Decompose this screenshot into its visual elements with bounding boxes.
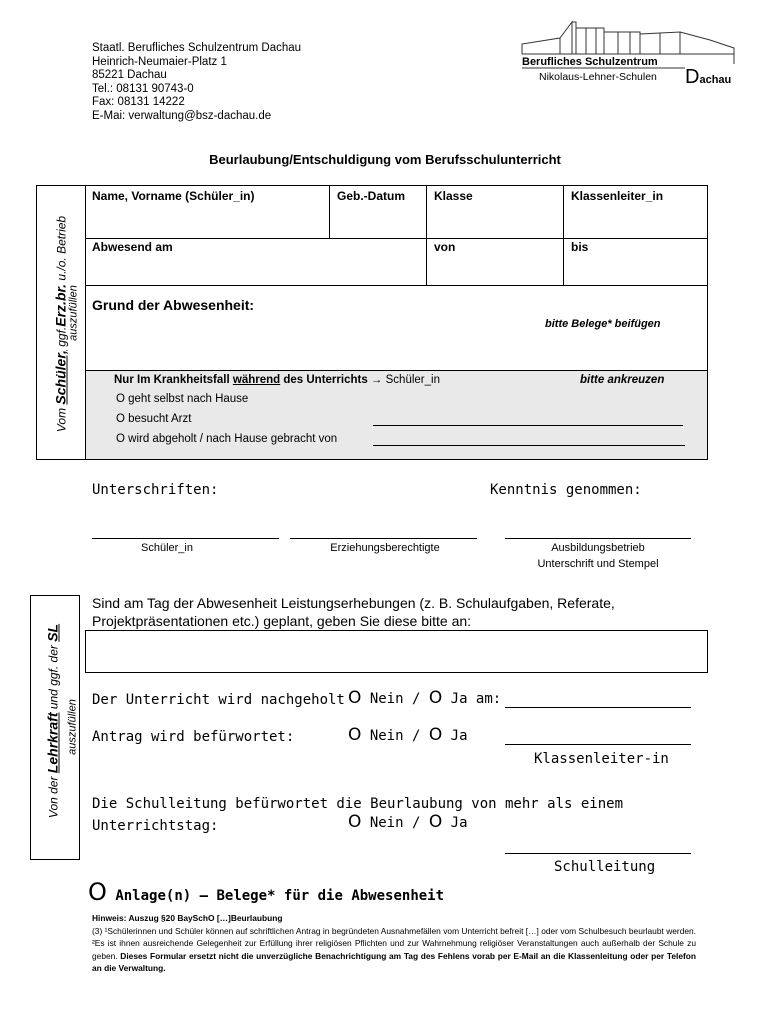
birthdate-field[interactable] (330, 205, 425, 237)
company-signature-caption: Ausbildungsbetrieb (551, 542, 645, 554)
address-line-email: E-Mai: verwaltung@bsz-dachau.de (92, 109, 272, 122)
approved-options: O Nein / O Ja (348, 725, 468, 745)
option-picked-up[interactable]: O wird abgeholt / nach Hause gebracht von (116, 433, 338, 445)
name-field[interactable] (86, 205, 328, 237)
class-field-label: Klasse (434, 189, 473, 203)
address-line-phone: Tel.: 08131 90743-0 (92, 82, 194, 95)
school-address (92, 42, 301, 124)
section2-side-label: Von der Lehrkraft und ggf. der SL auszufüllen (30, 595, 80, 860)
approved-yes-radio[interactable]: O (428, 725, 443, 745)
name-field-label: Name, Vorname (Schüler_in) (92, 189, 255, 203)
class-teacher-signature-line[interactable] (505, 744, 691, 745)
attach-receipts-note: bitte Belege* beifügen (545, 318, 661, 330)
until-label: bis (571, 240, 589, 254)
reason-label: Grund der Abwesenheit: (92, 297, 255, 313)
approved-no-radio[interactable]: O (348, 725, 362, 745)
company-signature-line[interactable] (505, 538, 691, 539)
until-field[interactable] (564, 255, 707, 284)
reason-field[interactable] (86, 332, 707, 369)
guardian-signature-caption: Erziehungsberechtigte (330, 542, 440, 554)
address-line-name: Staatl. Berufliches Schulzentrum Dachau (92, 42, 302, 54)
legal-note-title: Hinweis: Auszug §20 BaySchO […]Beurlaubung (92, 913, 283, 923)
makeup-question: Der Unterricht wird nachgeholt (92, 692, 345, 708)
option-sees-doctor[interactable]: O besucht Arzt (116, 413, 192, 425)
signatures-label: Unterschriften: (92, 482, 219, 498)
makeup-no-radio[interactable]: O (348, 688, 362, 708)
company-stamp-caption: Unterschrift und Stempel (537, 558, 659, 570)
address-line-city: 85221 Dachau (92, 69, 167, 82)
class-field[interactable] (427, 205, 562, 237)
principal-caption: Schulleitung (554, 859, 656, 875)
guardian-signature-line[interactable] (290, 538, 477, 539)
acknowledged-label: Kenntnis genommen: (490, 482, 642, 498)
from-field[interactable] (427, 255, 562, 284)
class-teacher-field[interactable] (564, 205, 707, 237)
student-signature-caption: Schüler_in (141, 542, 193, 554)
logo-text-dachau: Dachau (685, 66, 732, 88)
section1-side-label: Vom Schüler, ggf.Erz.br. u./o. Betrieb auszufüllen (36, 185, 86, 460)
attachments-checkbox[interactable]: O (88, 878, 107, 906)
principal-signature-line[interactable] (505, 853, 691, 854)
logo-text-sub: Nikolaus-Lehner-Schulen (539, 71, 657, 83)
principal-yes-radio[interactable]: O (428, 812, 443, 832)
principal-question: Die Schulleitung befürwortet die Beurlaubung von mehr als einem Unterrichtstag: (92, 796, 624, 834)
class-teacher-caption: Klassenleiter-in (534, 751, 669, 767)
option-goes-home[interactable]: O geht selbst nach Hause (116, 393, 249, 405)
birthdate-field-label: Geb.-Datum (337, 189, 406, 203)
illness-instruction: Nur Im Krankheitsfall während des Unterrichts → Schüler_in (114, 374, 440, 386)
absent-on-label: Abwesend am (92, 240, 173, 254)
makeup-yes-radio[interactable]: O (428, 688, 443, 708)
address-line-fax: Fax: 08131 14222 (92, 96, 185, 109)
absent-on-field[interactable] (86, 255, 425, 284)
student-signature-line[interactable] (92, 538, 279, 539)
makeup-date-line[interactable] (505, 707, 691, 708)
tick-instruction: bitte ankreuzen (580, 374, 665, 386)
school-logo (520, 18, 740, 88)
principal-options: O Nein / O Ja (348, 812, 468, 832)
from-label: von (434, 240, 456, 254)
class-teacher-field-label: Klassenleiter_in (571, 189, 664, 203)
assessment-field[interactable] (85, 630, 708, 673)
approved-question: Antrag wird befürwortet: (92, 729, 295, 745)
picked-up-by-line[interactable] (373, 445, 685, 446)
makeup-options: O Nein / O Ja am: (348, 688, 502, 708)
logo-text-main: Berufliches Schulzentrum (522, 56, 658, 68)
doctor-line[interactable] (373, 425, 683, 426)
form-title: Beurlaubung/Entschuldigung vom Berufsschulunterricht (209, 152, 561, 167)
legal-note-text: (3) ¹Schülerinnen und Schüler können auf schriftlichen Antrag in begründeten Ausnahmefällen vom Unterricht befreit […] oder vom Schulbesuch beurlaubt werden. ²Es ist ihnen ausreichende Gelegenheit zur Erfüllung ihrer religiösen Pflichten und zur Wahrnehmung religiöser Veranstaltungen auch außerhalb der Schule zu geben. Dieses Formular ersetzt nicht die unverzügliche Benachrichtigung am Tag des Fehlens vorab per E-Mail an die Klassenleitung oder per Telefon an die Verwaltung. (92, 926, 696, 974)
attachments-line: O Anlage(n) – Belege* für die Abwesenheit (88, 878, 445, 906)
assessment-question: Sind am Tag der Abwesenheit Leistungserhebungen (z. B. Schulaufgaben, Referate, Projektpräsentationen etc.) geplant, geben Sie diese bitte an: (92, 595, 615, 629)
address-line-street: Heinrich-Neumaier-Platz 1 (92, 55, 227, 68)
principal-no-radio[interactable]: O (348, 812, 362, 832)
